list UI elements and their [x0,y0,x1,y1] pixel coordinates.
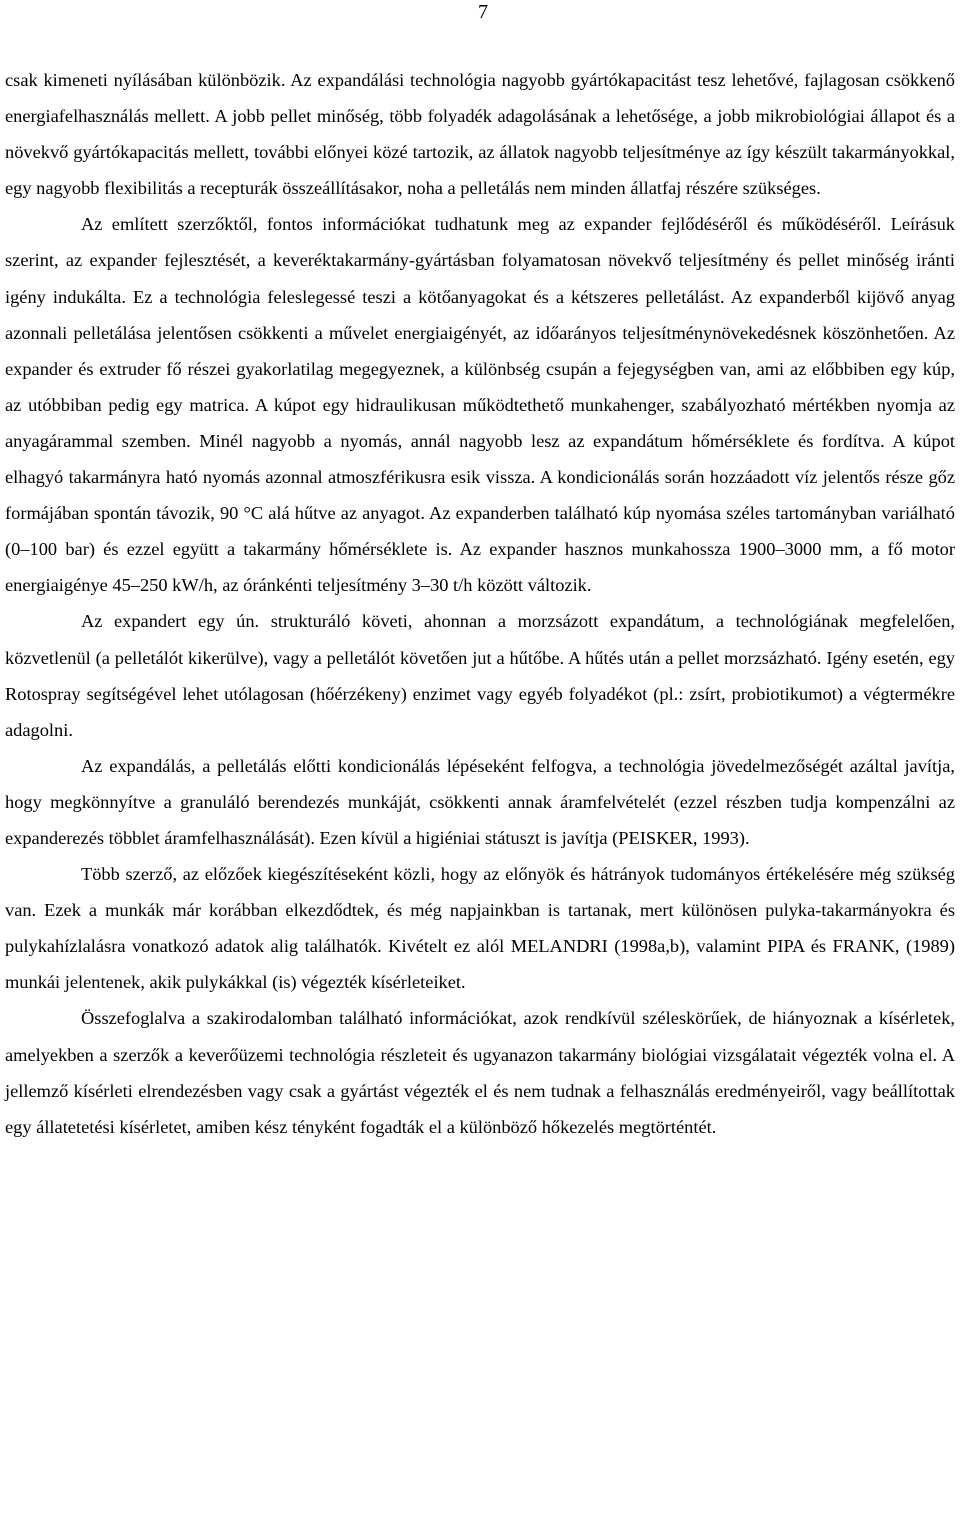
paragraph: Több szerző, az előzőek kiegészítéseként közli, hogy az előnyök és hátrányok tudományos értékelésére még szükség van. Ezek a munkák már korábban elkezdődtek, és még napjainkban is tartanak, mert különösen pulyka-takarmányokra és pulykahízlalásra vonatkozó adatok alig találhatók. Kivételt ez alól MELANDRI (1998a,b), valamint PIPA és FRANK, (1989) munkái jelentenek, akik pulykákkal (is) végezték kísérleteiket. [5,864,955,993]
paragraph: Az említett szerzőktől, fontos információkat tudhatunk meg az expander fejlődéséről és működéséről. Leírásuk szerint, az expander fejlesztését, a keveréktakarmány-gyártásban folyamatosan növekvő teljesítmény és pellet minőség iránti igény indukálta. Ez a technológia feleslegessé teszi a kötőanyagokat és a kétszeres pelletálást. Az expanderből kijövő anyag azonnali pelletálása jelentősen csökkenti a művelet energiaigényét, az időarányos teljesítménynövekedésnek köszönhetően. Az expander és extruder fő részei gyakorlatilag megegyeznek, a különbség csupán a fejegységben van, ami az előbbiben egy kúp, az utóbbiban pedig egy matrica. A kúpot egy hidraulikusan működtethető munkahenger, szabályozható mértékben nyomja az anyagárammal szemben. Minél nagyobb a nyomás, annál nagyobb lesz az expandátum hőmérséklete és fordítva. A kúpot elhagyó takarmányra ható nyomás azonnal atmoszférikusra esik vissza. A kondicionálás során hozzáadott víz jelentős része gőz formájában spontán távozik, 90 °C alá hűtve az anyagot. Az expanderben található kúp nyomása széles tartományban variálható (0–100 bar) és ezzel együtt a takarmány hőmérséklete is. Az expander hasznos munkahossza 1900–3000 mm, a fő motor energiaigénye 45–250 kW/h, az óránkénti teljesítmény 3–30 t/h között változik. [5,214,955,596]
paragraph: Az expandálás, a pelletálás előtti kondicionálás lépéseként felfogva, a technológia jövedelmezőségét azáltal javítja, hogy megkönnyítve a granuláló berendezés munkáját, csökkenti annak áramfelvételét (ezzel részben tudja kompenzálni az expanderezés többlet áramfelhasználását). Ezen kívül a higiéniai státuszt is javítja (PEISKER, 1993). [5,755,955,848]
paragraph: Az expandert egy ún. strukturáló követi, ahonnan a morzsázott expandátum, a technológiának megfelelően, közvetlenül (a pelletálót kikerülve), vagy a pelletálót követően jut a hűtőbe. A hűtés után a pellet morzsázható. Igény esetén, egy Rotospray segítségével lehet utólagosan (hőérzékeny) enzimet vagy egyéb folyadékot (pl.: zsírt, probiotikumot) a végtermékre adagolni. [5,611,955,740]
paragraph: csak kimeneti nyílásában különbözik. Az expandálási technológia nagyobb gyártókapacitást tesz lehetővé, fajlagosan csökkenő energiafelhasználás mellett. A jobb pellet minőség, több folyadék adagolásának a lehetősége, a jobb mikrobiológiai állapot és a növekvő gyártókapacitás mellett, további előnyei közé tartozik, az állatok nagyobb teljesítménye az így készült takarmányokkal, egy nagyobb flexibilitás a recepturák összeállításakor, noha a pelletálás nem minden állatfaj részére szükséges. [5,70,955,199]
paragraph: Összefoglalva a szakirodalomban található információkat, azok rendkívül széleskörűek, de hiányoznak a kísérletek, amelyekben a szerzők a keverőüzemi technológia részleteit és ugyanazon takarmány biológiai vizsgálatait végezték volna el. A jellemző kísérleti elrendezésben vagy csak a gyártást végezték el és nem tudnak a felhasználás eredményeiről, vagy beállítottak egy állatetetési kísérletet, amiben kész tényként fogadták el a különböző hőkezelés megtörténtét. [5,1008,955,1137]
page-number: 7 [478,1,488,23]
document-body [5,62,955,1145]
